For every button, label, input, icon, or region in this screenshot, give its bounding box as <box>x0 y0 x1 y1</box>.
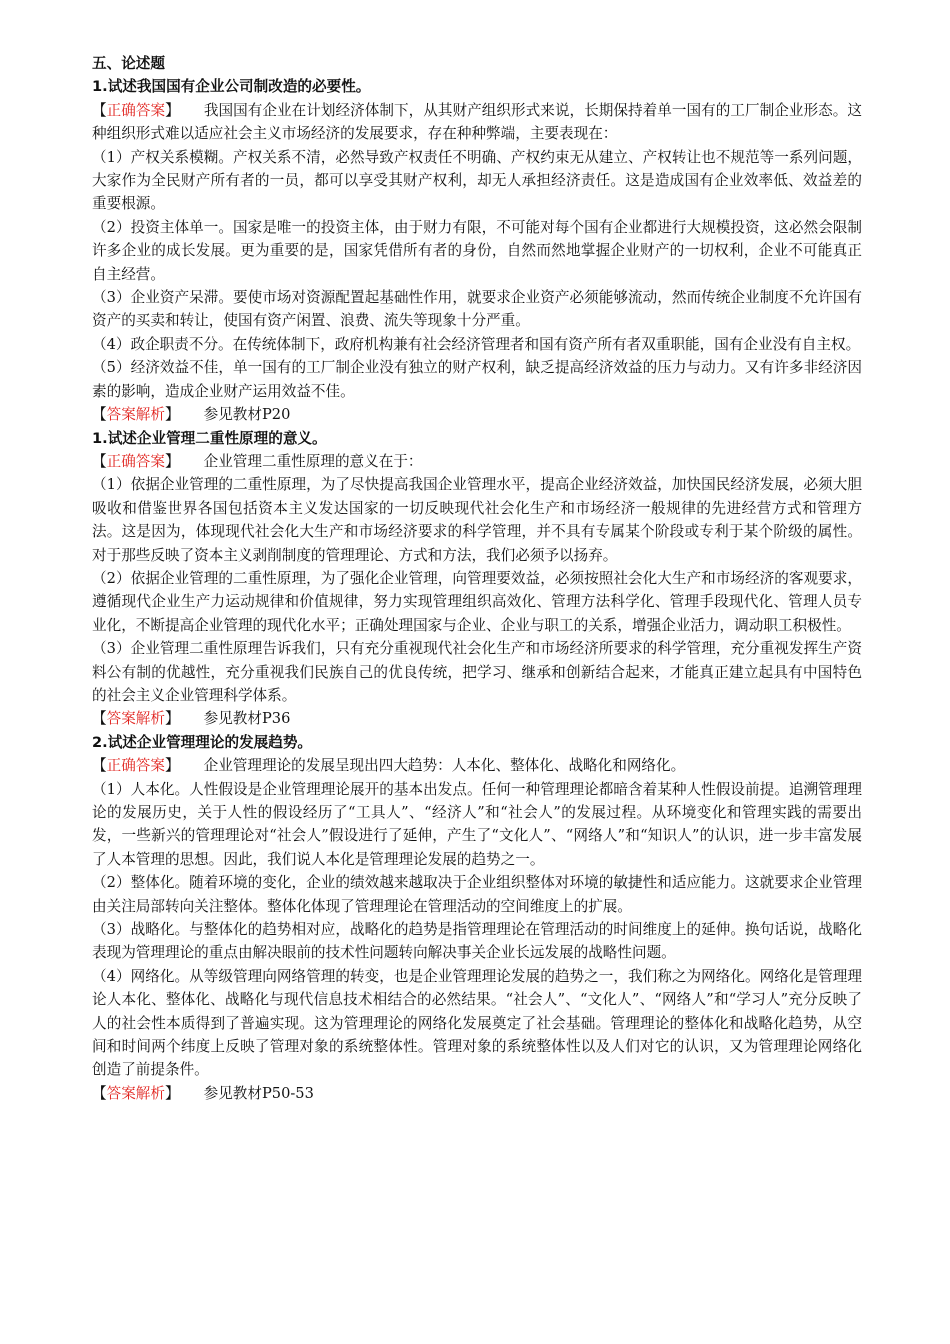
answer-tag-close: 】 <box>165 452 180 470</box>
analysis-text: 参见教材P36 <box>203 710 291 728</box>
analysis-line <box>92 1082 862 1105</box>
answer-intro-line <box>92 99 862 146</box>
answer-intro: 我国国有企业在计划经济体制下，从其财产组织形式来说，长期保持着单一国有的工厂制企业形态。这种组织形式难以适应社会主义市场经济的发展要求，存在种种弊端，主要表现在： <box>92 101 862 143</box>
analysis-tag-close: 】 <box>165 710 180 728</box>
answer-paragraph: （3）企业管理二重性原理告诉我们，只有充分重视现代社会化生产和市场经济所要求的科学管理，充分重视发挥生产资料公有制的优越性，充分重视我们民族自己的优良传统，把学习、继承和创新结合起来，才能真正建立起具有中国特色的社会主义企业管理科学体系。 <box>92 640 862 704</box>
question-title: 2.试述企业管理理论的发展趋势。 <box>92 733 313 751</box>
answer-paragraph: （2）依据企业管理的二重性原理，为了强化企业管理，向管理要效益，必须按照社会化大生产和市场经济的客观要求，遵循现代企业生产力运动规律和价值规律，努力实现管理组织高效化、管理方法科学化、管理手段现代化、管理人员专业化，不断提高企业管理的现代化水平；正确处理国家与企业、企业与职工的关系，增强企业活力，调动职工积极性。 <box>92 569 862 634</box>
answer-paragraph: （4）网络化。从等级管理向网络管理的转变，也是企业管理理论发展的趋势之一，我们称之为网络化。网络化是管理理论人本化、整体化、战略化与现代信息技术相结合的必然结果。“社会人”、“文化人”、“网络人”和“学习人”充分反映了人的社会性本质得到了普遍实现。这为管理理论的网络化发展奠定了社会基础。管理理论的整体化和战略化趋势，从空间和时间两个纬度上反映了管理对象的系统整体性。管理对象的系统整体性以及人们对它的认识，又为管理理论网络化创造了前提条件。 <box>92 967 862 1079</box>
answer-tag-open: 【 <box>92 452 107 470</box>
analysis-tag: 答案解析 <box>106 1084 165 1102</box>
answer-paragraph: （1）依据企业管理的二重性原理，为了尽快提高我国企业管理水平，提高企业经济效益，加快国民经济发展，必须大胆吸收和借鉴世界各国包括资本主义发达国家的一切反映现代社会化生产和市场经济一般规律的先进经营方式和管理方法。这是因为，体现现代社会化大生产和市场经济要求的科学管理，并不具有专属某个阶段或专利于某个阶级的属性。对于那些反映了资本主义剥削制度的管理理论、方式和方法，我们必须予以扬弃。 <box>92 476 862 564</box>
analysis-line <box>92 707 862 730</box>
analysis-tag-close: 】 <box>165 406 180 424</box>
answer-tag-open: 【 <box>92 757 107 775</box>
analysis-tag: 答案解析 <box>106 710 165 728</box>
answer-tag-close: 】 <box>165 757 180 775</box>
answer-paragraph: （3）企业资产呆滞。要使市场对资源配置起基础性作用，就要求企业资产必须能够流动，然而传统企业制度不允许国有资产的买卖和转让，使国有资产闲置、浪费、流失等现象十分严重。 <box>92 289 862 330</box>
analysis-line <box>92 403 862 426</box>
question-block <box>92 75 862 426</box>
answer-tag: 正确答案 <box>106 757 165 775</box>
answer-tag-close: 】 <box>165 101 180 119</box>
section-title: 五、论述题 <box>92 55 165 72</box>
answer-intro-line <box>92 754 862 777</box>
answer-intro-line <box>92 450 862 473</box>
analysis-tag: 答案解析 <box>106 406 165 424</box>
answer-paragraph: （3）战略化。与整体化的趋势相对应，战略化的趋势是指管理理论在管理活动的时间维度上的延伸。换句话说，战略化表现为管理理论的重点由解决眼前的技术性问题转向解决事关企业长远发展的战略性问题。 <box>92 921 862 962</box>
answer-paragraph: （2）投资主体单一。国家是唯一的投资主体，由于财力有限，不可能对每个国有企业都进行大规模投资，这必然会限制许多企业的成长发展。更为重要的是，国家凭借所有者的身份，自然而然地掌握企业财产的一切权利，企业不可能真正自主经营。 <box>92 218 862 283</box>
analysis-tag-close: 】 <box>165 1084 180 1102</box>
analysis-text: 参见教材P20 <box>203 406 291 424</box>
answer-tag-open: 【 <box>92 101 107 119</box>
answer-tag: 正确答案 <box>106 452 165 470</box>
analysis-tag-open: 【 <box>92 710 107 728</box>
answer-paragraph: （1）人本化。人性假设是企业管理理论展开的基本出发点。任何一种管理理论都暗含着某种人性假设前提。追溯管理理论的发展历史，关于人性的假设经历了“工具人”、“经济人”和“社会人”的发展过程。从环境变化和管理实践的需要出发，一些新兴的管理理论对“社会人”假设进行了延伸，产生了“文化人”、“网络人”和“知识人”的认识，进一步丰富发展了人本管理的思想。因此，我们说人本化是管理理论发展的趋势之一。 <box>92 780 862 868</box>
analysis-tag-open: 【 <box>92 406 107 424</box>
document-page <box>92 52 862 1105</box>
question-block <box>92 427 862 731</box>
answer-paragraph: （4）政企职责不分。在传统体制下，政府机构兼有社会经济管理者和国有资产所有者双重职能，国有企业没有自主权。 <box>92 335 861 353</box>
analysis-text: 参见教材P50-53 <box>203 1084 314 1102</box>
question-block <box>92 731 862 1106</box>
analysis-tag-open: 【 <box>92 1084 107 1102</box>
question-list <box>92 75 862 1105</box>
question-title: 1.试述企业管理二重性原理的意义。 <box>92 429 327 447</box>
answer-paragraph: （2）整体化。随着环境的变化，企业的绩效越来越取决于企业组织整体对环境的敏捷性和适应能力。这就要求企业管理由关注局部转向关注整体。整体化体现了管理理论在管理活动的空间维度上的扩展。 <box>92 874 862 915</box>
answer-intro: 企业管理二重性原理的意义在于： <box>203 452 423 470</box>
answer-paragraph: （5）经济效益不佳，单一国有的工厂制企业没有独立的财产权利，缺乏提高经济效益的压力与动力。又有许多非经济因素的影响，造成企业财产运用效益不佳。 <box>92 359 862 400</box>
answer-paragraph: （1）产权关系模糊。产权关系不清，必然导致产权责任不明确、产权约束无从建立、产权转让也不规范等一系列问题，大家作为全民财产所有者的一员，都可以享受其财产权利，却无人承担经济责任。这是造成国有企业效率低、效益差的重要根源。 <box>92 148 862 213</box>
answer-tag: 正确答案 <box>106 101 166 119</box>
question-title: 1.试述我国国有企业公司制改造的必要性。 <box>92 78 371 96</box>
answer-intro: 企业管理理论的发展呈现出四大趋势：人本化、整体化、战略化和网络化。 <box>203 757 686 775</box>
